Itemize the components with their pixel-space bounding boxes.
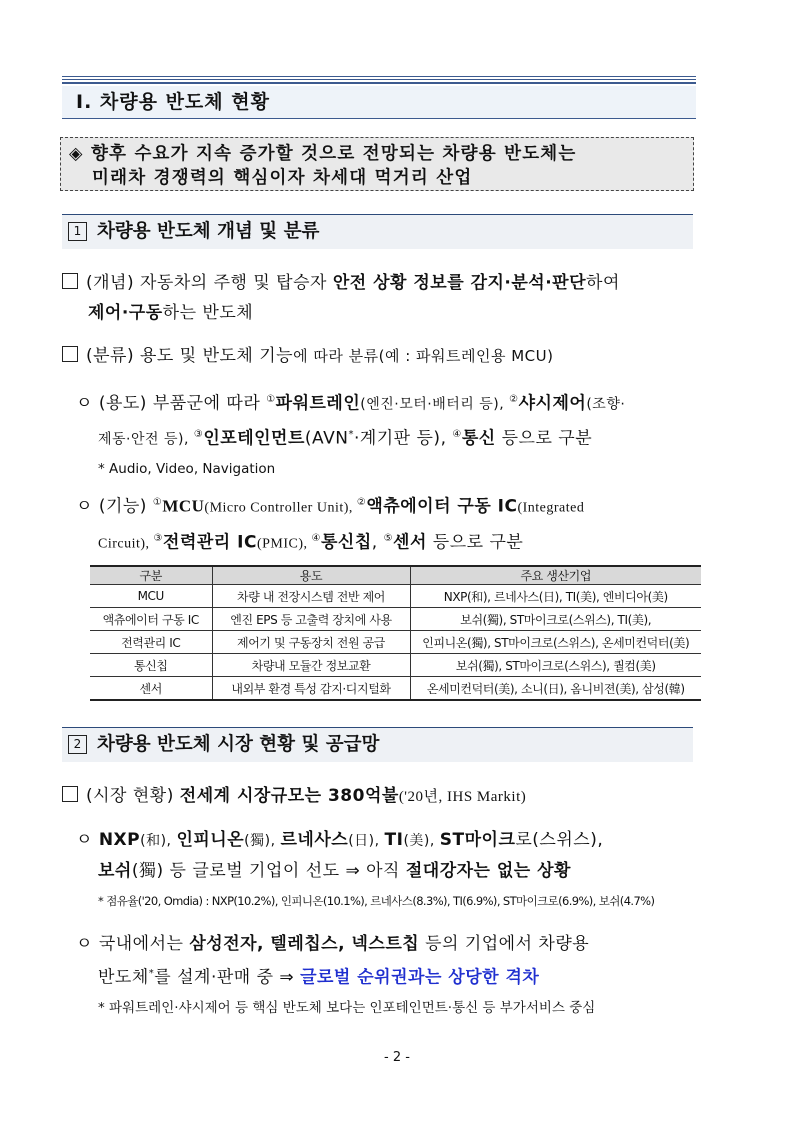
table-row: 액츄에이터 구동 IC 엔진 EPS 등 고출력 장치에 사용 보쉬(獨), ST마이크로(스위스), TI(美), (90, 608, 701, 631)
function-paragraph: ㅇ (기능) ①MCU(Micro Controller Unit), ②액츄에이터 구동 IC(Integrated Circuit), ③전력관리 IC(PMIC), ④통신칩, ⑤센서 등으로 구분 (76, 496, 585, 553)
checkbox-square-icon (62, 346, 78, 362)
subsection-1-number: 1 (68, 222, 87, 241)
subsection-1-header (62, 214, 693, 249)
section-title (62, 86, 696, 118)
market-share-footnote: * 점유율('20, Omdia) : NXP(10.2%), 인피니온(10.1%), 르네사스(8.3%), TI(6.9%), ST마이크로(6.9%), 보쉬(4.7%) (98, 894, 655, 908)
table-header: 주요 생산기업 (410, 566, 701, 585)
subsection-2-title: 차량용 반도체 시장 현황 및 공급망 (97, 734, 380, 755)
table-row: 전력관리 IC 제어기 및 구동장치 전원 공급 인피니온(獨), ST마이크로(스위스), 온세미컨덕터(美) (90, 631, 701, 654)
table-row: 센서 내외부 환경 특성 감지·디지털화 온세미컨덕터(美), 소니(日), 옴니비젼(美), 삼성(韓) (90, 677, 701, 701)
table-header-row (90, 566, 701, 585)
semiconductor-table (90, 565, 701, 701)
summary-box (60, 137, 694, 191)
table-row: 통신칩 차량내 모듈간 정보교환 보쉬(獨), ST마이크로(스위스), 퀄컴(美) (90, 654, 701, 677)
classification-paragraph: (분류) 용도 및 반도체 기능에 따라 분류(예 : 파워트레인용 MCU) (62, 341, 702, 371)
domestic-paragraph: ㅇ 국내에서는 삼성전자, 텔레칩스, 넥스트칩 등의 기업에서 차량용 반도체*를 설계·판매 중 ⇒ 글로벌 순위권과는 상당한 격차 * 파워트레인·샤시제어 등 핵심 반도체 보다는 인포테인먼트·통신 등 부가서비스 중심 (76, 929, 702, 1023)
market-paragraph: (시장 현황) 전세계 시장규모는 380억불('20년, IHS Markit) (62, 781, 702, 812)
section-title-text: Ⅰ. 차량용 반도체 현황 (76, 91, 270, 113)
table-header: 구분 (90, 566, 212, 585)
checkbox-square-icon (62, 273, 78, 289)
concept-paragraph: (개념) 자동차의 주행 및 탑승자 안전 상황 정보를 감지·분석·판단하여 제어·구동하는 반도체 (62, 268, 702, 328)
usage-footnote: * Audio, Video, Navigation (98, 461, 276, 478)
checkbox-square-icon (62, 786, 78, 802)
usage-paragraph: ㅇ (용도) 부품군에 따라 ①파워트레인(엔진·모터·배터리 등), ②샤시제어(조향· 제동·안전 등), ③인포테인먼트(AVN*·계기판 등), ④통신 등으로 구분 * Audio, Video, Navigation (76, 385, 702, 484)
table-header: 용도 (212, 566, 410, 585)
section-title-underline (62, 118, 696, 119)
companies-paragraph: ㅇ NXP(和), 인피니온(獨), 르네사스(日), TI(美), ST마이크로(스위스), 보쉬(獨) 등 글로벌 기업이 선도 ⇒ 아직 절대강자는 없는 상황 * 점유율('20, Omdia) : NXP(10.2%), 인피니온(10.1%), 르네사스(8.3%), TI(6.9%), ST마이크로(6.9%), 보쉬(4.7%) (76, 825, 702, 916)
table-row: MCU 차량 내 전장시스템 전반 제어 NXP(和), 르네사스(日), TI(美), 엔비디아(美) (90, 585, 701, 608)
summary-line-1: ◈ 향후 수요가 지속 증가할 것으로 전망되는 차량용 반도체는 (69, 144, 577, 164)
domestic-footnote: * 파워트레인·샤시제어 등 핵심 반도체 보다는 인포테인먼트·통신 등 부가서비스 중심 (98, 999, 596, 1016)
page-number: - 2 - (384, 1050, 410, 1065)
subsection-1-title: 차량용 반도체 개념 및 분류 (97, 221, 320, 242)
subsection-2-number: 2 (68, 735, 87, 754)
subsection-2-header (62, 727, 693, 762)
summary-line-2: 미래차 경쟁력의 핵심이자 차세대 먹거리 산업 (92, 168, 473, 188)
